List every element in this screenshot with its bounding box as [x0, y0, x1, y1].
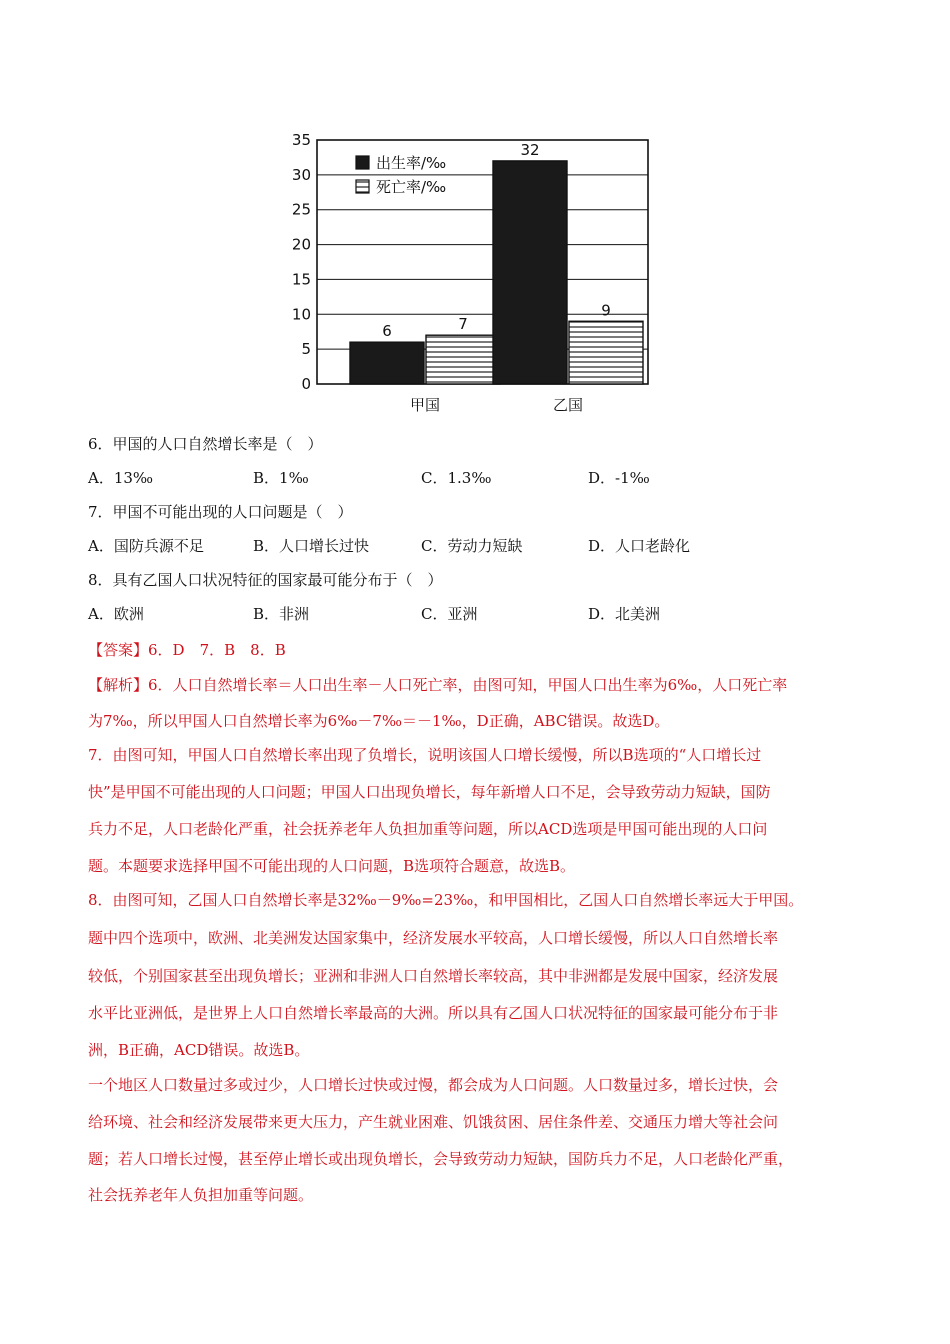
question-7-option-c: C．劳动力短缺 [421, 537, 523, 555]
question-7-stem: 7．甲国不可能出现的人口问题是（ ） [88, 503, 353, 521]
analysis-label: 【解析】 [88, 676, 149, 694]
legend-swatch [356, 156, 369, 169]
question-8-option-b: B．非洲 [253, 605, 310, 623]
y-tick-label: 30 [291, 165, 311, 184]
legend-swatch [356, 180, 369, 193]
analysis-line-3: 7．由图可知，甲国人口自然增长率出现了负增长，说明该国人口增长缓慢，所以B选项的“人口增长过 [88, 746, 762, 764]
question-7-option-d: D．人口老龄化 [588, 537, 691, 555]
analysis-line-12: 一个地区人口数量过多或过少，人口增长过快或过慢，都会成为人口问题。人口数量过多，增长过快，会 [88, 1076, 779, 1094]
analysis-line-1 [88, 675, 787, 695]
question-6-option-a: A．13‰ [88, 469, 154, 487]
bar-death [426, 335, 500, 384]
analysis-line-2: 为7‰，所以甲国人口自然增长率为6‰－7‰＝－1‰，D正确，ABC错误。故选D。 [88, 712, 670, 730]
question-8-option-a: A．欧洲 [88, 605, 144, 623]
birth-death-rate-chart [280, 126, 670, 416]
analysis-line-4: 快”是甲国不可能出现的人口问题；甲国人口出现负增长，每年新增人口不足，会导致劳动力短缺，国防 [88, 783, 771, 801]
legend-label: 出生率/‰ [376, 154, 447, 172]
x-category-label: 乙国 [552, 396, 584, 414]
question-6-stem: 6．甲国的人口自然增长率是（ ） [88, 435, 323, 453]
analysis-line-15: 社会抚养老年人负担加重等问题。 [88, 1186, 314, 1204]
analysis-line-13: 给环境、社会和经济发展带来更大压力，产生就业困难、饥饿贫困、居住条件差、交通压力增大等社会问 [88, 1113, 779, 1131]
data-label: 32 [520, 140, 540, 159]
answer-label: 【答案】 [88, 641, 149, 659]
question-6-option-d: D．-1‰ [588, 469, 650, 487]
y-tick-label: 20 [291, 235, 311, 254]
question-7-option-a: A．国防兵源不足 [88, 537, 204, 555]
y-tick-label: 10 [291, 305, 311, 324]
x-category-label: 甲国 [409, 396, 441, 414]
bar-death [569, 321, 643, 384]
question-6-option-c: C．1.3‰ [421, 469, 492, 487]
answer-text: 6．D 7．B 8．B [148, 641, 286, 659]
question-8-option-c: C．亚洲 [421, 605, 478, 623]
analysis-line-11: 洲，B正确，ACD错误。故选B。 [88, 1041, 310, 1059]
y-tick-label: 5 [301, 340, 311, 359]
legend-label: 死亡率/‰ [376, 178, 447, 196]
analysis-line-9: 较低，个别国家甚至出现负增长；亚洲和非洲人口自然增长率较高，其中非洲都是发展中国家，经济发展 [88, 967, 779, 985]
analysis-line-10: 水平比亚洲低，是世界上人口自然增长率最高的大洲。所以具有乙国人口状况特征的国家最可能分布于非 [88, 1004, 779, 1022]
question-8-stem: 8．具有乙国人口状况特征的国家最可能分布于（ ） [88, 571, 443, 589]
question-7-option-b: B．人口增长过快 [253, 537, 370, 555]
bar-birth [350, 342, 424, 384]
y-tick-label: 0 [301, 375, 311, 393]
question-6-option-b: B．1‰ [253, 469, 309, 487]
data-label: 9 [601, 301, 611, 320]
analysis-line-6: 题。本题要求选择甲国不可能出现的人口问题，B选项符合题意，故选B。 [88, 857, 576, 875]
analysis-line-14: 题；若人口增长过慢，甚至停止增长或出现负增长，会导致劳动力短缺，国防兵力不足，人口老龄化严重， [88, 1150, 794, 1168]
y-tick-label: 35 [291, 131, 311, 149]
analysis-line-5: 兵力不足，人口老龄化严重，社会抚养老年人负担加重等问题，所以ACD选项是甲国可能出现的人口问 [88, 820, 768, 838]
data-label: 6 [382, 322, 392, 341]
analysis-text: 6．人口自然增长率＝人口出生率－人口死亡率，由图可知，甲国人口出生率为6‰，人口死亡率 [148, 676, 788, 694]
data-label: 7 [458, 315, 468, 334]
answer-line [88, 640, 286, 660]
question-8-option-d: D．北美洲 [588, 605, 661, 623]
y-tick-label: 15 [291, 270, 311, 289]
analysis-line-8: 题中四个选项中，欧洲、北美洲发达国家集中，经济发展水平较高，人口增长缓慢，所以人口自然增长率 [88, 929, 779, 947]
y-tick-label: 25 [291, 200, 311, 219]
bar-birth [493, 161, 567, 384]
analysis-line-7: 8．由图可知，乙国人口自然增长率是32‰－9‰=23‰，和甲国相比，乙国人口自然增长率远大于甲国。 [88, 891, 804, 909]
